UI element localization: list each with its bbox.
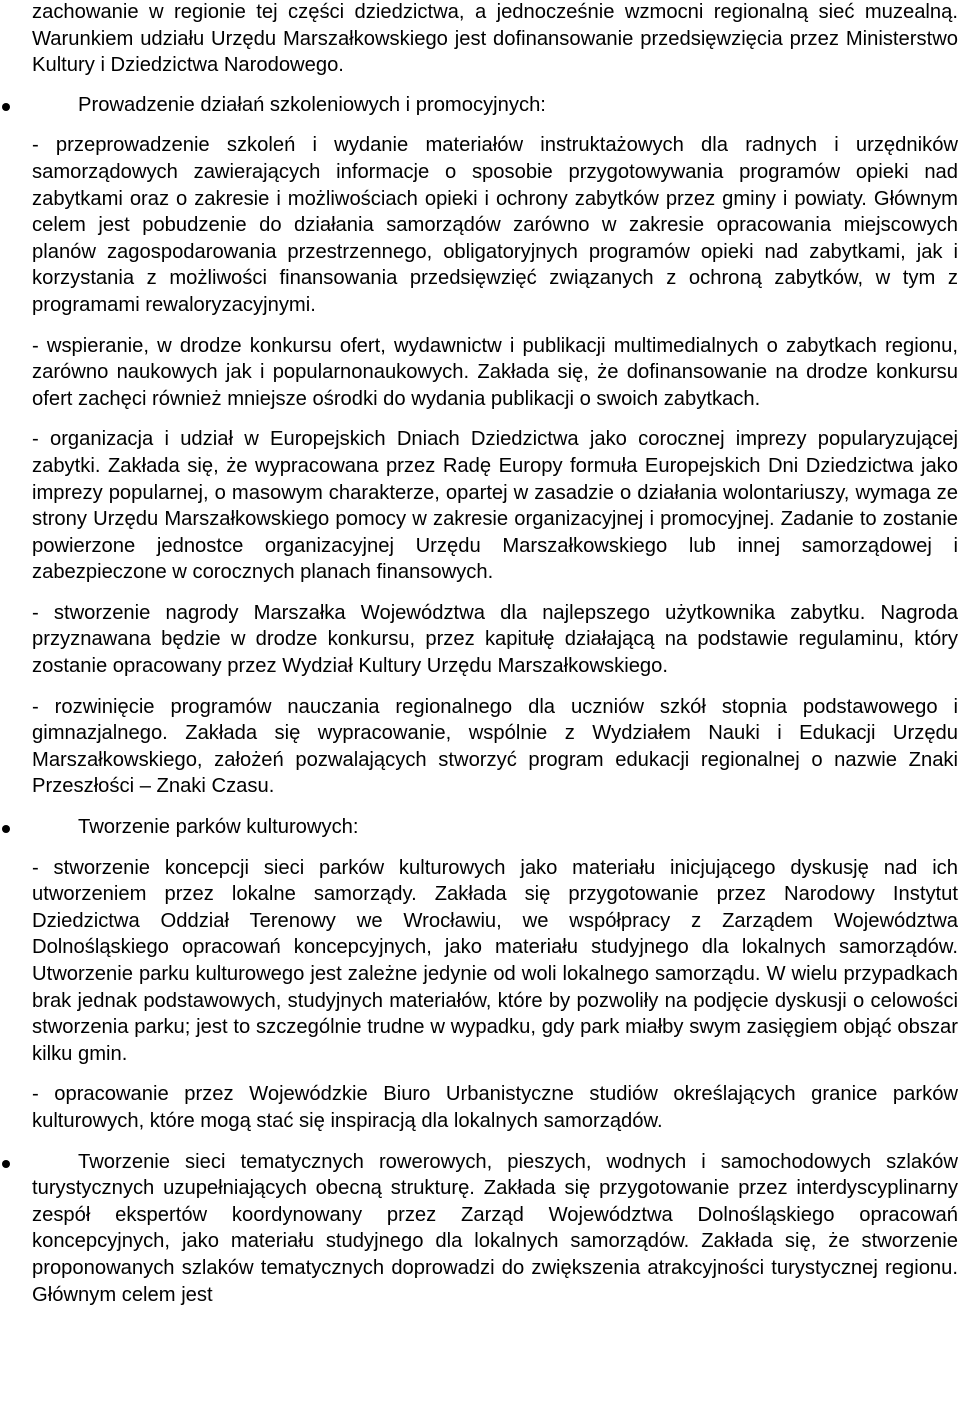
section1-item-1: - przeprowadzenie szkoleń i wydanie materiałów instruktażowych dla radnych i urzędników samorządowych zawierających informacje o sposobie przygotowywania programów opieki nad zabytkami oraz o zakresie i możliwościach opieki i ochrony zabytków przez gminy i powiaty. Głównym celem jest pobudzenie do działania samorządów zarówno w zakresie opracowania miejscowych planów zagospodarowania przestrzennego, obligatoryjnych programów opieki nad zabytkami, jak i korzystania z możliwości finansowania przedsięwzięć związanych z ochroną zabytków, w tym z programami rewaloryzacyjnymi. (32, 134, 958, 316)
section1-heading: Prowadzenie działań szkoleniowych i promocyjnych: (78, 93, 546, 116)
intro-paragraph: zachowanie w regionie tej części dziedzictwa, a jednocześnie wzmocni regionalną sieć muzealną. Warunkiem udziału Urzędu Marszałkowskiego jest dofinansowanie przedsięwzięcia przez Ministerstwo Kultury i Dziedzictwa Narodowego. (32, 1, 958, 77)
section1-item-4: - stworzenie nagrody Marszałka Województwa dla najlepszego użytkownika zabytku. Nagroda przyznawana będzie w drodze konkursu, przez kapitułę działającą na podstawie regulaminu, który zostanie opracowany przez Wydział Kultury Urzędu Marszałkowskiego. (32, 601, 958, 678)
bullet-icon (2, 825, 10, 833)
section1-item-2: - wspieranie, w drodze konkursu ofert, wydawnictw i publikacji multimedialnych o zabytkach regionu, zarówno naukowych jak i popularnonaukowych. Zakłada się, że dofinansowanie na drodze konkursu ofert zachęci również mniejsze ośrodki do wydania publikacji o swoich zabytkach. (32, 334, 958, 410)
section1-item-5: - rozwinięcie programów nauczania regionalnego dla uczniów szkół stopnia podstawowego i gimnazjalnego. Zakłada się wypracowanie, wspólnie z Wydziałem Nauki i Edukacji Urzędu Marszałkowskiego, założeń pozwalających stworzyć program edukacji regionalnej o nazwie Znaki Przeszłości – Znaki Czasu. (32, 695, 958, 798)
section1-item-3: - organizacja i udział w Europejskich Dniach Dziedzictwa jako corocznej imprezy popularyzującej zabytki. Zakłada się, że wypracowana przez Radę Europy formuła Europejskich Dni Dziedzictwa jako imprezy popularnej, o masowym charakterze, opartej w zasadzie o działania wolontariuszy, wymaga ze strony Urzędu Marszałkowskiego pomocy w zakresie organizacyjnej i promocyjnej. Zadanie to zostanie powierzone jednostce organizacyjnej Urzędu Marszałkowskiego lub innej samorządowej i zabezpieczone w corocznych planach finansowych. (32, 428, 958, 584)
section3-row (32, 1149, 958, 1309)
bullet-icon (2, 1160, 10, 1168)
section1-heading-row (32, 92, 958, 119)
section2-heading: Tworzenie parków kulturowych: (78, 816, 359, 839)
section3-paragraph: Tworzenie sieci tematycznych rowerowych, pieszych, wodnych i samochodowych szlaków turystycznych uzupełniających obecną strukturę. Zakłada się przygotowanie przez interdyscyplinarny zespół ekspertów koordynowany przez Zarząd Województwa Dolnośląskiego opracowań koncepcyjnych, jako materiału studyjnego dla lokalnych samorządów. Zakłada się, że stworzenie proponowanych szlaków tematycznych doprowadzi do zwiększenia atrakcyjności turystycznej regionu. Głównym celem jest (32, 1150, 958, 1306)
section2-heading-row (32, 814, 958, 841)
section2-item-2: - opracowanie przez Wojewódzkie Biuro Urbanistyczne studiów określających granice parków kulturowych, które mogą stać się inspiracją dla lokalnych samorządów. (32, 1083, 958, 1132)
section2-item-1: - stworzenie koncepcji sieci parków kulturowych jako materiału inicjującego dyskusję nad ich utworzeniem przez lokalne samorządy. Zakłada się przygotowanie przez Narodowy Instytut Dziedzictwa Oddział Terenowy we Wrocławiu, we współpracy z Zarządem Województwa Dolnośląskiego opracowań koncepcyjnych, jako materiału studyjnego dla lokalnych samorządów. Utworzenie parku kulturowego jest zależne jedynie od woli lokalnego samorządu. W wielu przypadkach brak jednak podstawowych, studyjnych materiałów, które by pozwoliły na podjęcie dyskusji o celowości stworzenia parku; jest to szczególnie trudne w wypadku, gdy park miałby swym zasięgiem objąć obszar kilku gmin. (32, 856, 958, 1065)
bullet-icon (2, 103, 10, 111)
document-page (32, 0, 958, 1308)
